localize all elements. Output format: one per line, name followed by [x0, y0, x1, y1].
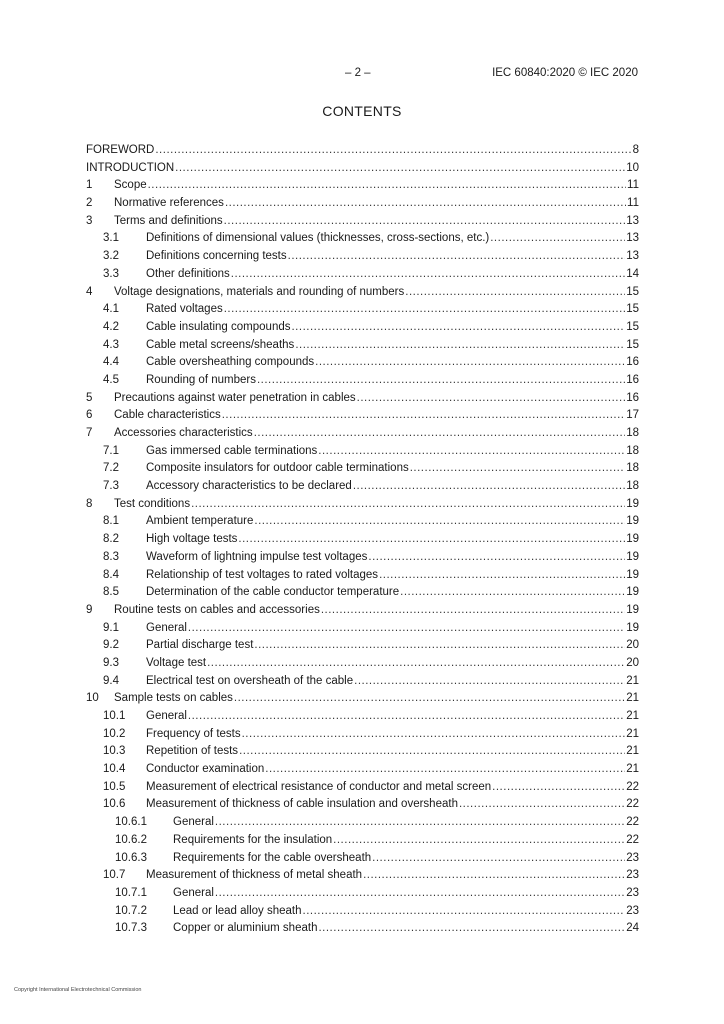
toc-entry-title: FOREWORD [86, 144, 155, 156]
toc-entry[interactable] [86, 230, 639, 248]
toc-leader-dots [188, 708, 625, 726]
toc-entry-number: 10.7.3 [115, 922, 147, 935]
toc-leader-dots [368, 549, 625, 567]
page-title: CONTENTS [322, 103, 402, 119]
toc-entry[interactable] [86, 372, 639, 390]
toc-entry-number: 1 [86, 179, 93, 192]
toc-entry[interactable] [86, 177, 639, 195]
toc-entry[interactable] [86, 832, 639, 850]
toc-leader-dots [215, 885, 625, 903]
toc-leader-dots [254, 513, 625, 531]
toc-entry[interactable] [86, 248, 639, 266]
toc-leader-dots [318, 920, 625, 938]
toc-entry-number: 8.1 [103, 515, 119, 528]
toc-entry-title: Frequency of tests [146, 727, 241, 740]
toc-entry-page: 15 [626, 338, 639, 351]
toc-entry-title: Measurement of thickness of cable insulation and oversheath [146, 798, 458, 811]
toc-entry-title: Cable metal screens/sheaths [146, 338, 295, 351]
toc-entry[interactable] [86, 549, 639, 567]
page-number: – 2 – [345, 67, 371, 79]
toc-entry-number: 10.1 [103, 710, 126, 722]
toc-entry-title: High voltage tests [146, 533, 238, 546]
toc-leader-dots [215, 814, 625, 832]
toc-entry-title: Definitions of dimensional values (thicknesses, cross-sections, etc.) [146, 232, 490, 245]
toc-leader-dots [353, 478, 625, 496]
toc-entry-page: 16 [626, 356, 639, 369]
toc-entry-title: INTRODUCTION [86, 161, 175, 174]
toc-entry-number: 4.5 [103, 373, 119, 386]
toc-leader-dots [265, 761, 625, 779]
toc-entry-page: 18 [626, 480, 639, 493]
toc-entry[interactable] [86, 354, 639, 372]
toc-entry-number: 8.4 [103, 568, 119, 581]
toc-leader-dots [231, 266, 625, 284]
toc-entry-number: 8.5 [103, 586, 119, 599]
toc-entry[interactable] [86, 637, 639, 655]
toc-leader-dots [225, 195, 626, 213]
toc-entry-number: 10.6.2 [115, 833, 147, 846]
toc-entry[interactable] [86, 867, 639, 885]
toc-entry-title: Terms and definitions [114, 214, 223, 227]
toc-entry-page: 18 [626, 462, 639, 475]
toc-entry[interactable] [86, 266, 639, 284]
toc-entry-title: Partial discharge test [146, 639, 254, 652]
toc-entry-page: 19 [626, 603, 639, 616]
toc-entry-number: 8.2 [103, 533, 119, 546]
toc-entry-page: 19 [626, 497, 639, 510]
toc-entry[interactable] [86, 425, 639, 443]
toc-entry-number: 7.3 [103, 480, 119, 493]
toc-entry-page: 21 [626, 745, 639, 758]
page-header [0, 67, 724, 83]
toc-entry-page: 19 [626, 550, 639, 563]
toc-entry[interactable] [86, 814, 639, 832]
toc-entry-page: 23 [626, 869, 639, 882]
toc-entry-title: Accessories characteristics [114, 427, 253, 439]
toc-leader-dots [379, 567, 625, 585]
toc-leader-dots [238, 531, 625, 549]
toc-entry-title: Determination of the cable conductor temperature [146, 586, 400, 599]
toc-entry[interactable] [86, 284, 639, 302]
toc-entry[interactable] [86, 160, 639, 178]
toc-entry-page: 21 [626, 674, 639, 687]
toc-leader-dots [357, 390, 626, 408]
toc-entry[interactable] [86, 142, 639, 160]
toc-entry-page: 19 [626, 568, 639, 581]
toc-entry-page: 11 [627, 179, 639, 192]
toc-entry-page: 18 [626, 444, 639, 457]
toc-leader-dots [148, 177, 626, 195]
toc-leader-dots [242, 726, 626, 744]
toc-entry-number: 7.2 [103, 462, 119, 475]
toc-entry-page: 11 [627, 197, 639, 210]
toc-entry-title: Normative references [114, 197, 224, 210]
toc-leader-dots [400, 584, 625, 602]
toc-entry[interactable] [86, 620, 639, 638]
toc-leader-dots [257, 372, 625, 390]
toc-entry-title: Ambient temperature [146, 515, 254, 528]
toc-entry[interactable] [86, 513, 639, 531]
toc-leader-dots [254, 425, 626, 443]
toc-entry-page: 21 [626, 727, 639, 740]
toc-entry-title: Requirements for the insulation [173, 833, 333, 846]
toc-entry-title: General [173, 886, 214, 899]
toc-entry-title: Conductor examination [146, 763, 265, 776]
toc-entry-number: 9.1 [103, 621, 119, 634]
toc-entry-number: 3.1 [103, 232, 119, 245]
toc-entry-page: 22 [626, 816, 639, 829]
toc-entry[interactable] [86, 390, 639, 408]
toc-entry[interactable] [86, 796, 639, 814]
toc-entry[interactable] [86, 602, 639, 620]
table-of-contents [86, 142, 639, 938]
toc-leader-dots [175, 160, 625, 178]
toc-leader-dots [315, 354, 625, 372]
toc-entry-page: 24 [626, 922, 639, 935]
toc-entry-title: Sample tests on cables [114, 692, 233, 705]
toc-entry-title: Copper or aluminium sheath [173, 922, 318, 935]
toc-entry-page: 22 [626, 833, 639, 846]
toc-entry[interactable] [86, 726, 639, 744]
toc-leader-dots [303, 903, 626, 921]
toc-entry-title: Rounding of numbers [146, 373, 256, 386]
toc-leader-dots [254, 637, 625, 655]
toc-leader-dots [372, 850, 625, 868]
toc-leader-dots [224, 213, 626, 231]
toc-entry-number: 10 [86, 692, 99, 705]
toc-leader-dots [459, 796, 625, 814]
toc-entry-number: 10.6.1 [115, 816, 147, 829]
toc-entry[interactable] [86, 213, 639, 231]
toc-entry-title: Definitions concerning tests [146, 250, 287, 263]
toc-leader-dots [410, 460, 625, 478]
toc-entry-title: Electrical test on oversheath of the cable [146, 674, 354, 687]
toc-leader-dots [191, 496, 625, 514]
toc-entry[interactable] [86, 673, 639, 691]
toc-entry-page: 21 [626, 763, 639, 776]
toc-entry[interactable] [86, 655, 639, 673]
toc-entry-title: General [146, 621, 187, 634]
toc-entry[interactable] [86, 779, 639, 797]
toc-entry-title: Repetition of tests [146, 745, 239, 758]
toc-entry-title: Voltage designations, materials and rounding of numbers [114, 285, 405, 298]
toc-entry-page: 13 [626, 232, 639, 245]
toc-entry[interactable] [86, 443, 639, 461]
toc-entry-number: 9 [86, 603, 93, 616]
toc-entry-number: 10.7 [103, 869, 126, 882]
toc-entry[interactable] [86, 460, 639, 478]
toc-leader-dots [291, 319, 625, 337]
toc-entry[interactable] [86, 903, 639, 921]
toc-entry-page: 19 [626, 515, 639, 528]
toc-entry-number: 10.7.1 [115, 886, 147, 899]
toc-leader-dots [354, 673, 625, 691]
toc-entry-page: 10 [626, 161, 639, 174]
toc-entry-page: 16 [626, 373, 639, 386]
toc-entry-number: 10.4 [103, 763, 126, 776]
toc-entry-page: 15 [626, 285, 639, 298]
toc-entry[interactable] [86, 761, 639, 779]
copyright-notice: Copyright International Electrotechnical Commission [14, 987, 142, 993]
toc-entry-number: 2 [86, 197, 93, 210]
toc-entry-title: Voltage test [146, 656, 207, 669]
toc-entry[interactable] [86, 743, 639, 761]
toc-entry-page: 16 [626, 391, 639, 404]
toc-entry-title: Rated voltages [146, 303, 223, 316]
toc-leader-dots [224, 301, 625, 319]
toc-entry-number: 4.3 [103, 338, 119, 351]
toc-entry[interactable] [86, 478, 639, 496]
toc-leader-dots [490, 230, 625, 248]
toc-entry-number: 9.3 [103, 656, 119, 669]
toc-entry-page: 21 [626, 692, 639, 705]
toc-entry-title: General [173, 816, 214, 829]
toc-entry-title: Cable characteristics [114, 409, 221, 422]
toc-entry[interactable] [86, 850, 639, 868]
toc-entry-page: 18 [626, 427, 639, 439]
toc-entry-title: Cable insulating compounds [146, 320, 291, 333]
toc-entry-page: 8 [632, 144, 639, 156]
toc-entry-page: 19 [626, 533, 639, 546]
toc-entry-page: 21 [626, 710, 639, 722]
toc-leader-dots [234, 690, 625, 708]
toc-entry-title: Waveform of lightning impulse test voltages [146, 550, 368, 563]
toc-leader-dots [188, 620, 625, 638]
toc-leader-dots [239, 743, 625, 761]
toc-leader-dots [318, 443, 625, 461]
toc-leader-dots [333, 832, 625, 850]
toc-entry-number: 6 [86, 409, 93, 422]
toc-entry-page: 15 [626, 303, 639, 316]
toc-entry-number: 3.3 [103, 267, 119, 280]
toc-entry[interactable] [86, 708, 639, 726]
toc-entry-number: 9.4 [103, 674, 119, 687]
toc-entry-title: Measurement of electrical resistance of conductor and metal screen [146, 780, 492, 793]
toc-entry-title: General [146, 710, 187, 722]
toc-entry-number: 7.1 [103, 444, 119, 457]
toc-entry[interactable] [86, 301, 639, 319]
toc-entry-title: Composite insulators for outdoor cable terminations [146, 462, 409, 475]
toc-entry[interactable] [86, 885, 639, 903]
toc-entry[interactable] [86, 920, 639, 938]
toc-entry-page: 23 [626, 851, 639, 864]
document-reference: IEC 60840:2020 © IEC 2020 [492, 67, 638, 79]
toc-entry-page: 17 [626, 409, 639, 422]
toc-entry-page: 15 [626, 320, 639, 333]
toc-entry-number: 10.5 [103, 780, 126, 793]
toc-entry-title: Accessory characteristics to be declared [146, 480, 352, 493]
toc-entry-number: 8 [86, 497, 93, 510]
toc-entry[interactable] [86, 531, 639, 549]
toc-entry-page: 22 [626, 798, 639, 811]
toc-entry-number: 10.7.2 [115, 904, 147, 917]
toc-entry-page: 23 [626, 886, 639, 899]
toc-leader-dots [321, 602, 625, 620]
toc-entry-number: 4 [86, 285, 93, 298]
toc-entry-title: Scope [114, 179, 147, 192]
toc-entry-number: 10.6 [103, 798, 126, 811]
toc-entry-number: 5 [86, 391, 93, 404]
toc-entry-number: 8.3 [103, 550, 119, 563]
toc-entry[interactable] [86, 195, 639, 213]
toc-leader-dots [222, 407, 625, 425]
toc-entry-number: 10.3 [103, 745, 126, 758]
toc-entry[interactable] [86, 407, 639, 425]
toc-entry-number: 9.2 [103, 639, 119, 652]
toc-leader-dots [295, 337, 625, 355]
toc-entry-page: 23 [626, 904, 639, 917]
toc-leader-dots [155, 142, 631, 160]
toc-entry-title: Other definitions [146, 267, 230, 280]
toc-entry[interactable] [86, 319, 639, 337]
toc-entry[interactable] [86, 337, 639, 355]
toc-leader-dots [492, 779, 625, 797]
toc-entry-title: Lead or lead alloy sheath [173, 904, 302, 917]
toc-entry-number: 4.2 [103, 320, 119, 333]
toc-entry-title: Relationship of test voltages to rated voltages [146, 568, 379, 581]
toc-entry[interactable] [86, 690, 639, 708]
toc-leader-dots [207, 655, 625, 673]
toc-entry-title: Test conditions [114, 497, 191, 510]
toc-entry-page: 14 [626, 267, 639, 280]
toc-entry-title: Requirements for the cable oversheath [173, 851, 372, 864]
toc-entry-page: 13 [626, 250, 639, 263]
toc-entry-number: 4.1 [103, 303, 119, 316]
toc-entry[interactable] [86, 584, 639, 602]
toc-entry-number: 3 [86, 214, 93, 227]
toc-entry-page: 19 [626, 621, 639, 634]
toc-entry-title: Measurement of thickness of metal sheath [146, 869, 363, 882]
toc-entry-page: 20 [626, 639, 639, 652]
toc-entry-title: Precautions against water penetration in cables [114, 391, 356, 404]
toc-entry-number: 4.4 [103, 356, 119, 369]
toc-entry-page: 19 [626, 586, 639, 599]
toc-entry-page: 13 [626, 214, 639, 227]
toc-leader-dots [405, 284, 625, 302]
toc-leader-dots [288, 248, 626, 266]
toc-entry-number: 3.2 [103, 250, 119, 263]
toc-entry-number: 10.2 [103, 727, 126, 740]
toc-entry[interactable] [86, 496, 639, 514]
toc-entry-title: Cable oversheathing compounds [146, 356, 315, 369]
toc-entry-title: Routine tests on cables and accessories [114, 603, 320, 616]
toc-entry-number: 7 [86, 427, 93, 439]
toc-entry-page: 20 [626, 656, 639, 669]
toc-leader-dots [363, 867, 625, 885]
toc-entry-page: 22 [626, 780, 639, 793]
toc-entry-title: Gas immersed cable terminations [146, 444, 318, 457]
toc-entry-number: 10.6.3 [115, 851, 147, 864]
toc-entry[interactable] [86, 567, 639, 585]
